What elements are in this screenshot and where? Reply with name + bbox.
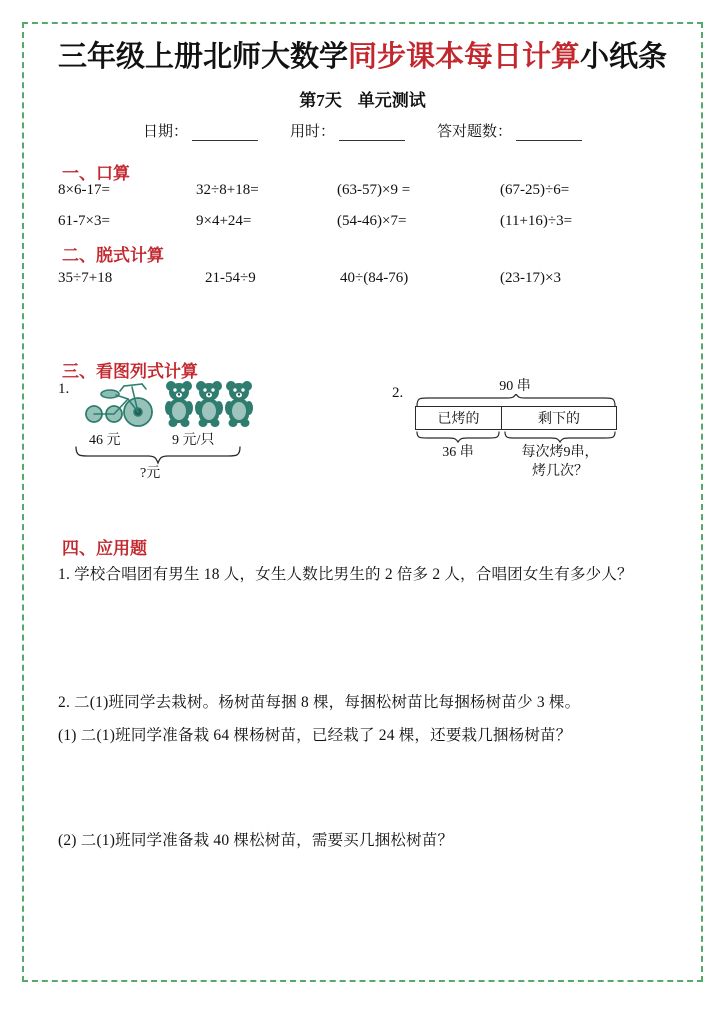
bear-group-illustration: [165, 378, 253, 428]
section-heading-picture: 三、看图列式计算: [62, 362, 198, 381]
bar-right-question-label: [503, 444, 617, 482]
tricycle-icon: [80, 379, 156, 431]
section-heading-application: 四、应用题: [62, 539, 147, 558]
date-blank[interactable]: [192, 125, 258, 141]
meta-field-time: [290, 120, 405, 141]
stepwise-expr-c4: (23-17)×3: [500, 270, 561, 286]
section-heading-oral: 一、口算: [62, 164, 130, 183]
bar-right-question-line1: 每次烤9串，: [521, 445, 599, 460]
tricycle-price-label: 46 元: [89, 433, 121, 448]
bar-total-label: 90 串: [499, 379, 531, 394]
oral-expr-r2c2: 9×4+24=: [196, 213, 252, 229]
meta-field-score: [437, 120, 582, 141]
oral-expr-r1c3: (63-57)×9 =: [337, 182, 411, 198]
bar-left-amount-label: 36 串: [442, 445, 474, 460]
application-problem-2-part-2: (2) 二(1)班同学准备栽 40 棵松树苗，需要买几捆松树苗？: [58, 832, 454, 849]
oral-expr-r2c3: (54-46)×7=: [337, 213, 407, 229]
oral-expr-r1c1: 8×6-17=: [58, 182, 110, 198]
oral-expr-r1c4: (67-25)÷6=: [500, 182, 570, 198]
meta-label-score: 答对题数：: [437, 124, 513, 140]
stepwise-expr-c1: 35÷7+18: [58, 270, 113, 286]
picture-problem-1-number: 1.: [58, 381, 70, 397]
bear-icon: [225, 378, 253, 428]
application-problem-2-part-1: (1) 二(1)班同学准备栽 64 棵杨树苗，已经栽了 24 棵，还要栽几捆杨树苗？: [58, 727, 572, 744]
application-problem-2: 2. 二(1)班同学去栽树。杨树苗每捆 8 棵，每捆松树苗比每捆杨树苗少 3 棵。: [58, 694, 581, 711]
bear-price-label: 9 元/只: [172, 433, 215, 448]
title-part-black-2: 小纸条: [580, 39, 668, 73]
subtitle-day: 第7天: [299, 91, 342, 110]
stepwise-expr-c2: 21-54÷9: [205, 270, 256, 286]
subtitle-name: 单元测试: [357, 91, 426, 110]
section-heading-stepwise: 二、脱式计算: [62, 246, 164, 265]
time-blank[interactable]: [339, 125, 405, 141]
title-part-red: 同步课本每日计算: [347, 39, 580, 73]
stepwise-expr-c3: 40÷(84-76): [340, 270, 409, 286]
application-problem-1: 1. 学校合唱团有男生 18 人，女生人数比男生的 2 倍多 2 人，合唱团女生有多少人？: [58, 566, 633, 583]
bar-diagram: [415, 406, 617, 430]
bar-cell-remaining: 剩下的: [538, 412, 580, 427]
meta-fields-row: [0, 120, 725, 141]
subtitle: [0, 86, 725, 111]
meta-field-date: [143, 120, 258, 141]
bear-icon: [165, 378, 193, 428]
bear-icon: [195, 378, 223, 428]
bar-right-question-line2: 烤几次？: [532, 463, 588, 479]
oral-expr-r2c4: (11+16)÷3=: [500, 213, 573, 229]
total-price-question-label: ?元: [140, 466, 161, 481]
title-part-black-1: 三年级上册北师大数学: [57, 39, 348, 73]
score-blank[interactable]: [516, 125, 582, 141]
bar-right-brace-icon: [503, 430, 617, 444]
picture-problem-2-number: 2.: [392, 385, 404, 401]
page-title: [0, 34, 725, 75]
oral-expr-r1c2: 32÷8+18=: [196, 182, 259, 198]
bar-cell-baked: 已烤的: [416, 407, 502, 429]
oral-expr-r2c1: 61-7×3=: [58, 213, 110, 229]
bar-left-brace-icon: [415, 430, 501, 444]
meta-label-date: 日期：: [142, 124, 188, 140]
meta-label-time: 用时：: [289, 124, 335, 140]
